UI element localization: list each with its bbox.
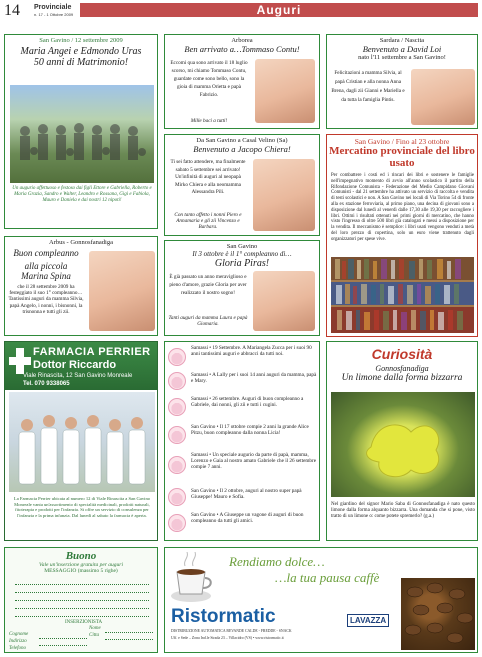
coupon-phone-label: Telefono (9, 646, 27, 651)
marriage-location: San Gavino / 12 settembre 2009 (39, 37, 123, 44)
birthday-cake-icon (168, 488, 186, 506)
pharmacy-address: Viale Rinascita, 12 San Gavino Monreale (23, 373, 133, 379)
pharmacy-header (5, 342, 157, 390)
coupon-title: Buono (65, 550, 97, 562)
marina-photo (89, 251, 155, 331)
message-line-5[interactable] (15, 616, 149, 617)
sardara-announcement (326, 34, 478, 129)
curiosity-title: Un limone dalla forma bizzarra (341, 373, 463, 383)
short-ann-text: San Gavino • Il 2 ottobre, auguri al nostro super papà Giuseppe! Mauro e Sofia. (191, 488, 302, 501)
mercatino-title: Mercatino provinciale del libro usato (329, 145, 475, 169)
short-ann-text: San Gavino • A Giuseppe un vagone di auguri di buon compleanno da tutti gli amici. (191, 512, 304, 525)
ad-brand-sub: DISTRIBUZIONE AUTOMATICA BEVANDE CALDE - FREDDE - SNACK (171, 629, 292, 633)
phone-field[interactable] (39, 652, 87, 653)
short-ann-text: Samassi • 19 Settembre. A Mariangela Zucca per i suoi 90 anni tantissimi auguri e abbracci da tutti noi. (191, 345, 312, 358)
curiosity-location: Gonnosfanadiga (375, 364, 429, 373)
birthday-cake-icon (168, 372, 186, 390)
birthday-cake-icon (168, 398, 186, 416)
birthday-cake-icon (168, 514, 186, 532)
arbus-name-line1: alla piccola (24, 261, 68, 271)
coupon-sender: INSERZIONISTA (65, 620, 103, 625)
coupon-name-label: Nome (89, 626, 101, 631)
coupon-city-label: Citta (89, 633, 100, 638)
sardara-body: Felicitazioni a mamma Silvia, al papà Cristian e alla nonna Anna Brena, dagli zii Gianni e Mariella e da tutta la famiglia Pintis. (331, 70, 405, 103)
sardara-subtitle: nato l'11 settembre a San Gavino! (358, 54, 446, 61)
birthday-cake-icon (168, 426, 186, 444)
name-field[interactable] (105, 632, 153, 633)
coffee-cup-photo (169, 552, 213, 606)
arborea-announcement (164, 34, 320, 129)
coupon-form (4, 547, 158, 653)
newspaper-logo (34, 4, 73, 18)
arborea-title: Ben arrivato a…Tommaso Contu! (184, 44, 300, 54)
chiera-announcement (164, 134, 320, 236)
lemon-icon (331, 392, 475, 497)
pharmacy-doctor: Dottor Riccardo (33, 359, 117, 371)
lavazza-logo: LAVAZZA (347, 614, 389, 627)
gloria-announcement (164, 240, 320, 336)
baby-tommaso-photo (255, 59, 315, 123)
message-line-1[interactable] (15, 584, 149, 585)
arbus-announcement (4, 236, 158, 336)
lemon-photo (331, 392, 475, 497)
coupon-subtitle: Vale un'inserzione gratuita per auguri (39, 562, 123, 568)
gloria-photo (253, 271, 315, 331)
birthday-cake-icon (168, 456, 186, 474)
baby-david-photo (411, 69, 475, 125)
address-field[interactable] (39, 645, 87, 646)
marriage-announcement (4, 34, 158, 229)
marriage-title: Maria Angei e Edmondo Uras 50 anni di Matrimonio! (20, 46, 142, 68)
coffee-cup-icon (169, 552, 213, 606)
message-line-2[interactable] (15, 592, 149, 593)
gloria-sign: Tanti auguri da mamma Laura e papà Giomaria. (168, 315, 248, 328)
gloria-body: È già passato un anno meraviglioso e pieno d'amore, grazie Gloria per aver realizzato il nostro sogno! (169, 274, 247, 296)
gloria-title: Il 3 ottobre è il 1° compleanno di… (192, 250, 292, 258)
pharmacy-phone: Tel. 070 9338065 (23, 381, 70, 387)
baby-jacopo-photo (253, 159, 315, 231)
coffee-beans-photo (401, 578, 475, 650)
chiera-title: Benvenuto a Jacopo Chiera! (193, 144, 291, 154)
arborea-body: Eccomi qua sono arrivato il 18 luglio scorso, mi chiamo Tommaso Contu, guardate come sono bello, sono la gioia di mamma Orietta e papà Fabrizio. (170, 60, 248, 98)
section-title: Auguri (80, 3, 478, 17)
arbus-name-line2: Marina Spina (21, 271, 71, 281)
pharmacy-title: FARMACIA PERRIER (33, 346, 151, 358)
staff-silhouettes-icon (9, 392, 155, 492)
pharmacy-ad (4, 341, 158, 541)
logo-name: Provinciale (34, 4, 72, 11)
ad-brand: Ristormatic (171, 606, 276, 627)
short-ann-text: Samassi • A Lally per i suoi 14 anni auguri da mamma, papà e Mary. (191, 372, 317, 385)
logo-issue: n. 17 - 1 Ottobre 2009 (34, 12, 74, 17)
coupon-surname-label: Cognome (9, 632, 29, 637)
coffee-beans-icon (401, 578, 475, 650)
short-ann-text: San Gavino • Il 17 ottobre compie 2 anni la grande Alice Pitzu, buon compleanno dalla nonna Licia! (191, 424, 309, 437)
message-line-4[interactable] (15, 608, 149, 609)
arbus-body: che il 28 settembre 2009 ha festeggiato il suo 1° compleanno… Tantissimi auguri da mamma Silvia, papà Angelo, i nonni, i bisnonni, la trisnonna e tutti gli zii. (8, 284, 84, 315)
curiosity-heading: Curiosità (371, 346, 433, 362)
ad-slogan-1: Rendiamo dolce… (229, 554, 325, 569)
sardara-title: Benvenuto a David Loi (362, 44, 442, 54)
gloria-location: San Gavino (226, 243, 258, 250)
page-number: 14 (4, 2, 20, 19)
short-ann-text: Samassi • Un speciale augurio da parte di papà, mamma, Lorenzo e Gaia al nostro amato Gabriele che il 26 settembre compie 7 anni. (191, 452, 317, 471)
people-silhouettes-icon (10, 85, 154, 183)
mercatino-article (326, 134, 478, 337)
arbus-location: Arbus - Gonnosfanadiga (49, 239, 113, 246)
pharmacy-cross-icon (9, 348, 31, 374)
coupon-address-label: Indirizzo (9, 639, 27, 644)
pharmacy-staff-photo (9, 392, 155, 492)
bookshelf-photo (331, 257, 474, 333)
birthday-cake-icon (168, 348, 186, 366)
city-field[interactable] (105, 639, 153, 640)
arborea-location: Arborea (231, 37, 253, 44)
books-icon (331, 257, 474, 333)
gloria-name: Gloria Piras! (214, 258, 270, 269)
chiera-sign: Con tanto affetto i nonni Piero e Annamaria e gli zii Vincenzo e Barbara. (174, 212, 242, 231)
arborea-sign: Mille baci a tutti! (190, 118, 228, 124)
curiosity-body: Nel giardino del signor Mario Saba di Gonnosfanadiga è nato questo limone dalla forma alquanto bizzarra. Una domanda che si pone, visto tratto di un limone o: come potete spremerlo? (g.a.) (331, 502, 475, 519)
chiera-location: Da San Gavino a Casal Velino (Sa) (196, 137, 288, 144)
coupon-instruction: MESSAGGIO (massimo 5 righe) (44, 568, 118, 574)
curiosity-article (326, 341, 478, 541)
message-line-3[interactable] (15, 600, 149, 601)
mercatino-body: Per combattere i costi ed i rincari dei libri e sostenere le famiglie nell'impegnativo momento di avvio all'anno scolastico il partito della Rifondazione Comunista - Federazione del Medio Campidano Giovani Comunisti - dal 21 settembre ha attivato un servizio di raccolta e vendita di testi scolastici e non. A San Gavino nei locali di Via Torino 54 di fronte alla ex stazione ferroviaria, al primo piano, una decina di giovani sono a disposizione dal lunedì al venerdì dalle 17,30 alle 19,30 per raccogliere i libri. Ottimi i risultati ottenuti nei primi giorni di mercatino, che hanno visto l'ingresso di oltre 500 libri già catalogati e messi a disposizione per la vendita. Il meccanismo è semplice: i libri usati vengono venduti a metà del loro prezzo di copertina, solo un euro viene trattenuto dagli organizzatori per spese vive. (331, 173, 474, 242)
short-ann-text: Samassi • 26 settembre. Auguri di buon compleanno a Gabriele, dai nonni, gli zii e tutti i cugini. (191, 396, 304, 409)
ad-slogan-2: …la tua pausa caffè (275, 570, 380, 585)
family-group-photo (10, 85, 154, 183)
arbus-title: Buon compleanno (13, 248, 79, 258)
ristormatic-ad (164, 547, 478, 653)
ad-contact: Uff. e Sede – Zona Ind.le Strada 23 – Villacidro (VS) • www.ristormatic.it (171, 636, 284, 640)
pharmacy-footer: La Farmacia Perrier ubicata al numero 12 di Viale Rinascita a San Gavino Monreale vanta un'assortimento di specialità medicinali, prodotti naturali, fitoterapia e prodotti per l'infanzia. Si offre un servizio di consulenza per l'infanzia e la prima infanzia. Dal lunedì al sabato la farmacia è aperta. (13, 496, 151, 518)
mercatino-location: San Gavino / Fino al 23 ottobre (354, 137, 450, 146)
short-announcements (164, 341, 320, 541)
sardara-location: Sardara / Nascita (379, 37, 425, 44)
surname-field[interactable] (39, 638, 87, 639)
marriage-caption: Un augurio affettuoso e festoso dai figli Ettore e Gabriella, Roberto e Maria Grazia, Sandro e Walter, Leandro e Rossana, Gigi e Fabiola, Mauro e Daniela e dai nostri 12 nipoti! (12, 186, 152, 204)
chiera-body: Ti sei fatto attendere, ma finalmente sabato 5 settembre sei arrivato! Un'infinità di auguri al neopapà Mirko Chiera e alla neomamma Alessandra Pili. (170, 159, 246, 195)
